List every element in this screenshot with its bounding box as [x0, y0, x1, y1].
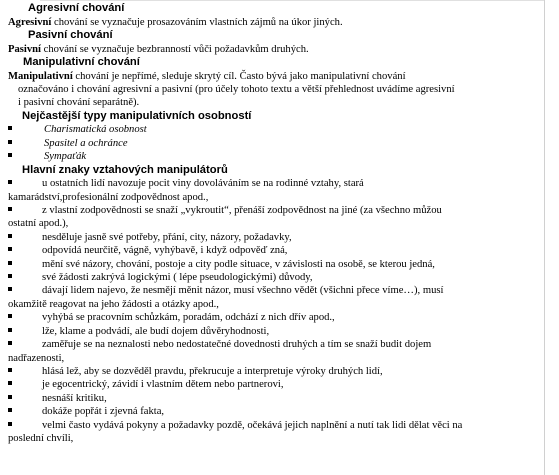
list-item	[8, 231, 553, 244]
trait-line1: své žádosti zakrývá logickými ( lépe pseudologickými) důvody,	[42, 272, 313, 284]
term-passive: Pasivní	[8, 43, 41, 55]
trait-line1: u ostatních lidí navozuje pocit viny dovoláváním se na rodinné vztahy, stará	[42, 178, 364, 190]
bullet-square-icon	[8, 287, 12, 291]
trait-line2: ostatní apod.),	[8, 218, 69, 230]
paragraph-manipulative-line3: i pasivní chování separátně).	[18, 97, 140, 109]
trait-line2: nadřazenosti,	[8, 352, 65, 364]
trait-line1: dávají lidem najevo, že nesmějí měnit názor, musí všechno vědět (všichni přece víme…), musí	[42, 285, 444, 297]
bullet-square-icon	[8, 126, 12, 130]
bullet-square-icon	[8, 247, 12, 251]
list-item	[8, 204, 553, 231]
paragraph-aggressive	[8, 16, 553, 29]
bullet-square-icon	[8, 422, 12, 426]
bullet-square-icon	[8, 234, 12, 238]
types-list	[8, 123, 553, 163]
list-item	[8, 392, 553, 405]
heading-aggressive: Agresivní chování	[28, 2, 125, 14]
list-item	[8, 123, 553, 136]
trait-line1: hlásá lež, aby se dozvěděl pravdu, překrucuje a interpretuje výroky druhých lidí,	[42, 365, 383, 377]
list-item	[8, 244, 553, 257]
list-item	[8, 177, 553, 204]
trait-line1: lže, klame a podvádí, ale budí dojem důvěryhodnosti,	[42, 325, 270, 337]
bullet-square-icon	[8, 408, 12, 412]
bullet-square-icon	[8, 274, 12, 278]
trait-line1: mění své názory, chování, postoje a city podle situace, v závislosti na osobě, se kterou jedná,	[42, 258, 435, 270]
list-item	[8, 338, 553, 365]
bullet-square-icon	[8, 140, 12, 144]
list-item	[8, 419, 553, 446]
list-item	[8, 405, 553, 418]
bullet-square-icon	[8, 328, 12, 332]
term-manipulative: Manipulativní	[8, 70, 73, 82]
trait-line1: nesnáší kritiku,	[42, 392, 107, 404]
trait-line1: z vlastní zodpovědnosti se snaží „vykroutit“, přenáší zodpovědnost na jiné (za všechno můžou	[42, 205, 442, 217]
list-item	[8, 311, 553, 324]
trait-line1: odpovídá neurčitě, vágně, vyhýbavě, i když odpověď zná,	[42, 245, 288, 257]
bullet-square-icon	[8, 207, 12, 211]
text-passive: chování se vyznačuje bezbranností vůči požadavkům druhých.	[40, 43, 309, 55]
bullet-square-icon	[8, 153, 12, 157]
heading-passive: Pasivní chování	[28, 29, 113, 41]
bullet-square-icon	[8, 341, 12, 345]
trait-line1: dokáže popřát i zjevná fakta,	[42, 406, 165, 418]
paragraph-passive	[8, 43, 553, 56]
heading-types: Nejčastější typy manipulativních osobností	[22, 109, 252, 122]
paragraph-manipulative	[8, 70, 553, 83]
bullet-square-icon	[8, 261, 12, 265]
list-item	[8, 325, 553, 338]
heading-traits: Hlavní znaky vztahových manipulátorů	[22, 163, 228, 176]
list-item	[8, 271, 553, 284]
trait-line2: kamarádství,profesionální zodpovědnost apod.,	[8, 191, 209, 203]
trait-line2: poslední chvíli,	[8, 432, 74, 444]
term-aggressive: Agresivní	[8, 16, 52, 28]
paragraph-manipulative-line2: označováno i chování agresivní a pasivní (pro účely tohoto textu a větší přehlednost uvádíme agresivní	[18, 84, 455, 95]
bullet-square-icon	[8, 368, 12, 372]
trait-line2: okamžitě reagovat na jeho žádosti a otázky apod.,	[8, 298, 219, 310]
text-manipulative-line1: chování je nepřímé, sleduje skrytý cíl. Často bývá jako manipulativní chování	[72, 70, 406, 82]
traits-list	[8, 177, 553, 445]
list-item	[8, 284, 553, 311]
list-item	[8, 378, 553, 391]
trait-line1: velmi často vydává pokyny a požadavky pozdě, očekává jejich naplnění a nutí tak lidi dělat věci na	[42, 419, 463, 431]
list-item	[8, 137, 553, 150]
type-label: Sympaťák	[44, 151, 87, 163]
text-aggressive: chování se vyznačuje prosazováním vlastních zájmů na úkor jiných.	[51, 16, 343, 28]
trait-line1: vyhýbá se pracovním schůzkám, poradám, odchází z nich dřív apod.,	[42, 312, 335, 324]
trait-line1: nesděluje jasně své potřeby, přání, city, názory, požadavky,	[42, 231, 292, 243]
bullet-square-icon	[8, 314, 12, 318]
type-label: Spasitel a ochránce	[44, 137, 128, 149]
list-item	[8, 258, 553, 271]
trait-line1: zaměřuje se na neznalosti nebo nedostatečné dovednosti druhých a tím se snaží budit dojem	[42, 339, 432, 351]
trait-line1: je egocentrický, závidí i vlastním dětem nebo partnerovi,	[42, 379, 284, 391]
type-label: Charismatická osobnost	[44, 124, 147, 136]
bullet-square-icon	[8, 381, 12, 385]
list-item	[8, 150, 553, 163]
bullet-square-icon	[8, 180, 12, 184]
list-item	[8, 365, 553, 378]
heading-manipulative: Manipulativní chování	[23, 56, 140, 68]
bullet-square-icon	[8, 395, 12, 399]
